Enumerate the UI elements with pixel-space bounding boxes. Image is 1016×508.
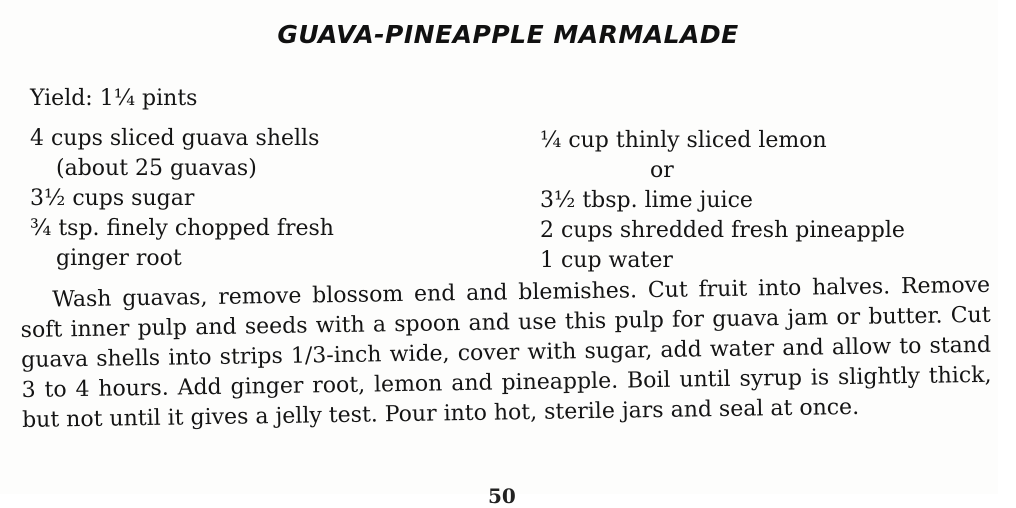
recipe-title: GUAVA-PINEAPPLE MARMALADE (277, 20, 739, 49)
ingredient-line: 3½ tbsp. lime juice (540, 188, 753, 213)
ingredient-line: 1 cup water (540, 248, 673, 273)
ingredient-line: ¾ tsp. finely chopped fresh (30, 216, 334, 241)
ingredients-left-column (30, 124, 334, 274)
ingredient-alternative-or: or (650, 158, 674, 183)
ingredient-line: 3½ cups sugar (30, 186, 195, 211)
ingredient-line-continuation: ginger root (56, 246, 182, 271)
ingredients-right-column (540, 126, 905, 276)
ingredient-line: ¼ cup thinly sliced lemon (540, 128, 827, 153)
ingredient-note: (about 25 guavas) (56, 156, 257, 181)
page-number: 50 (488, 484, 516, 508)
recipe-yield: Yield: 1¼ pints (30, 86, 198, 111)
recipe-directions: Wash guavas, remove blossom end and blemishes. Cut fruit into halves. Remove soft inner pulp and seeds with a spoon and use this pulp for guava jam or butter. Cut guava shells into strips 1/3-inch wide, cover with sugar, add water and allow to stand 3 to 4 hours. Add ginger root, lemon and pineapple. Boil until syrup is slightly thick, but not until it gives a jelly test. Pour into hot, sterile jars and seal at once. (20, 272, 992, 433)
ingredient-line: 2 cups shredded fresh pineapple (540, 218, 905, 243)
ingredient-line: 4 cups sliced guava shells (30, 126, 320, 151)
